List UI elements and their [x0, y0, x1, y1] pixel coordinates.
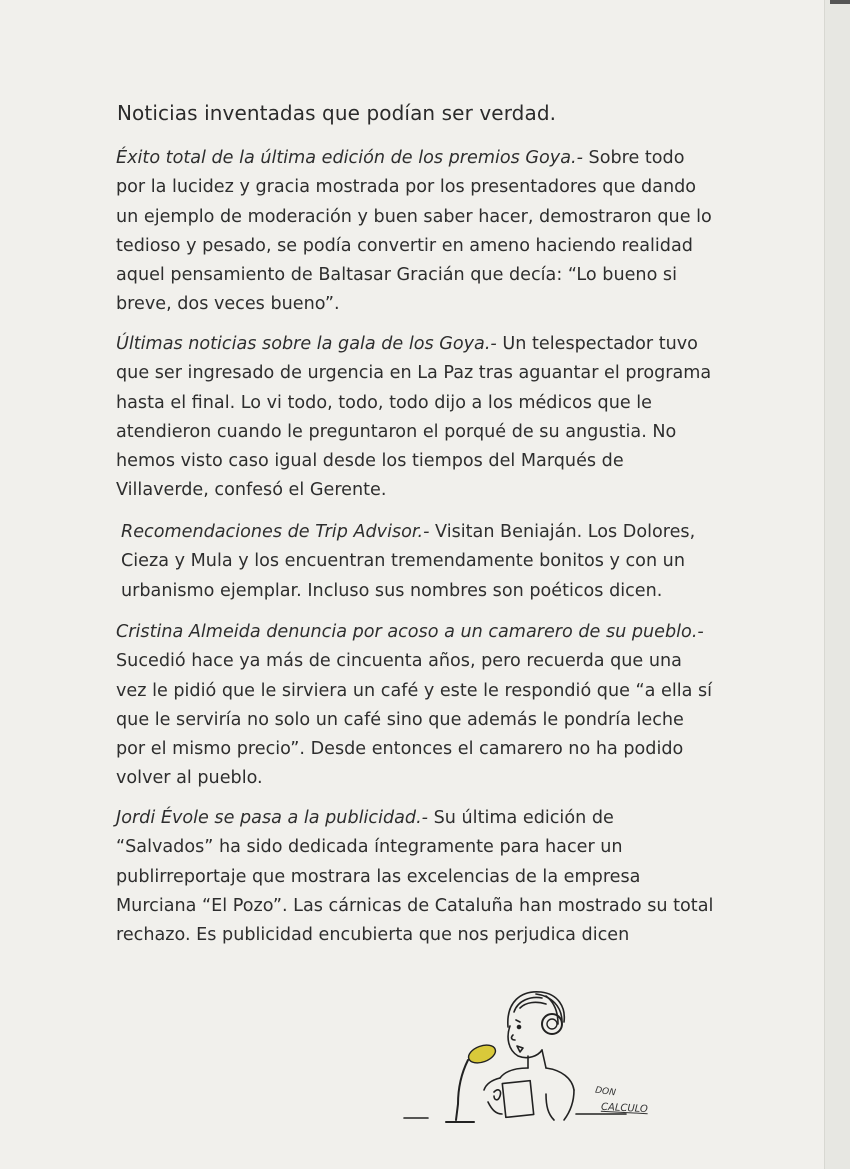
page-edge: [824, 0, 850, 1169]
article-4-body: Sucedió hace ya más de cincuenta años, pero recuerda que una vez le pidió que le sirviera un café y este le respondió que “a ella sí que le serviría no solo un café sino que además le pondría leche por el mismo precio”. Desde entonces el camarero no ha podido volver al pueblo.: [116, 651, 713, 789]
article-4: [116, 618, 716, 794]
edge-mark: [830, 0, 850, 4]
article-1-headline: Éxito total de la última edición de los premios Goya.-: [116, 148, 583, 168]
article-1: [116, 144, 716, 320]
signature-line-1: DON: [594, 1085, 617, 1099]
document-title: Noticias inventadas que podían ser verdad.: [117, 101, 557, 125]
article-2: [116, 330, 716, 506]
article-1-body: Sobre todo por la lucidez y gracia mostrada por los presentadores que dando un ejemplo de moderación y buen saber hacer, demostraron que lo tedioso y pesado, se podía convertir en ameno haciendo realidad aquel pensamiento de Baltasar Gracián que decía: “Lo bueno si breve, dos veces bueno”.: [116, 148, 712, 315]
article-2-headline: Últimas noticias sobre la gala de los Goya.-: [116, 334, 497, 354]
article-5-headline: Jordi Évole se pasa a la publicidad.-: [116, 808, 429, 828]
article-3-body: Visitan Beniaján. Los Dolores, Cieza y Mula y los encuentran tremendamente bonitos y con un urbanismo ejemplar. Incluso sus nombres son poéticos dicen.: [121, 522, 696, 601]
article-5-body: Su última edición de “Salvados” ha sido dedicada íntegramente para hacer un publirreportaje que mostrara las excelencias de la empresa Murciana “El Pozo”. Las cárnicas de Cataluña han mostrado su total rechazo. Es publicidad encubierta que nos perjudica dicen: [116, 808, 714, 946]
article-3: [121, 518, 721, 606]
article-4-headline: Cristina Almeida denuncia por acoso a un camarero de su pueblo.-: [116, 622, 704, 642]
article-5: [116, 804, 716, 950]
signature-line-2: CALCULO: [600, 1101, 649, 1116]
article-2-body: Un telespectador tuvo que ser ingresado de urgencia en La Paz tras aguantar el programa hasta el final. Lo vi todo, todo, todo dijo a los médicos que le atendieron cuando le preguntaron el porqué de su angustia. No hemos visto caso igual desde los tiempos del Marqués de Villaverde, confesó el Gerente.: [116, 334, 712, 501]
article-3-headline: Recomendaciones de Trip Advisor.-: [121, 522, 430, 542]
